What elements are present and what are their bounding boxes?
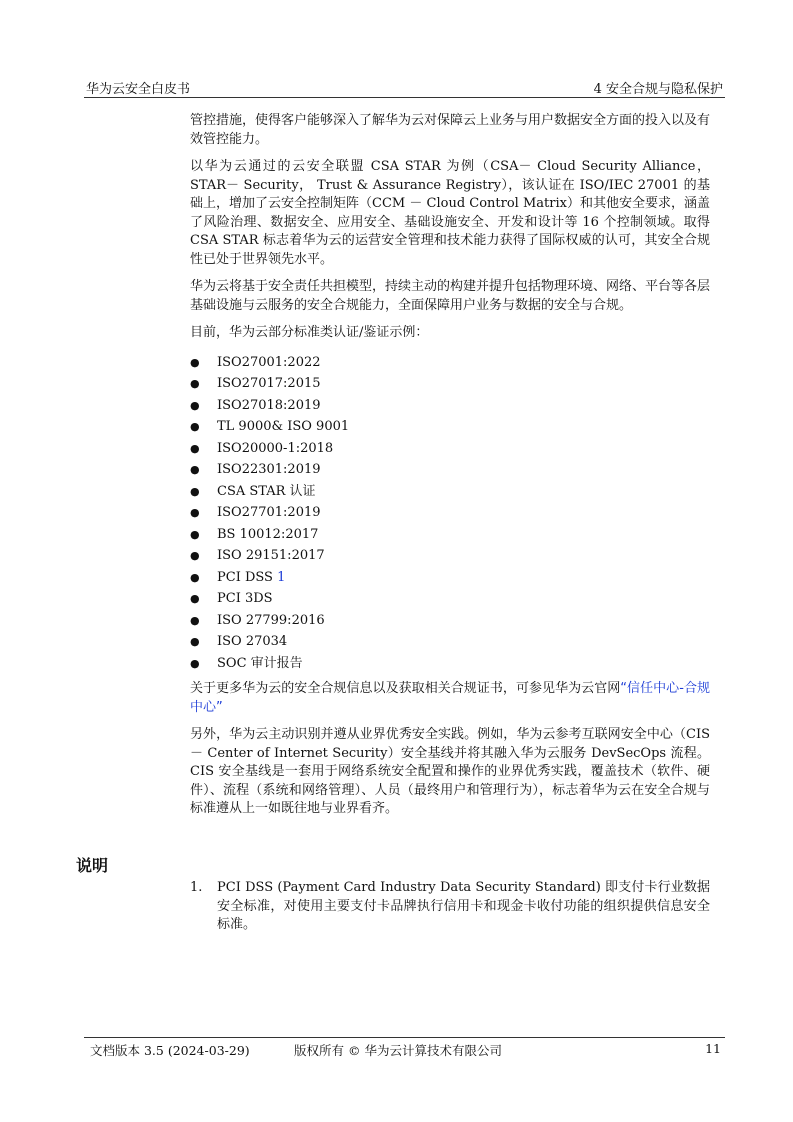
list-item: ● ISO27018:2019 bbox=[190, 395, 710, 417]
list-item: ● ISO27701:2019 bbox=[190, 502, 710, 524]
list-item: ● ISO 27799:2016 bbox=[190, 610, 710, 632]
note-item bbox=[190, 879, 710, 935]
cert-list bbox=[190, 352, 710, 675]
note-number: 1. bbox=[190, 880, 203, 895]
list-item: ● TL 9000& ISO 9001 bbox=[190, 416, 710, 438]
bullet-icon: ● bbox=[190, 441, 200, 455]
list-item: ● ISO22301:2019 bbox=[190, 459, 710, 481]
copyright: 版权所有 © 华为云计算技术有限公司 bbox=[294, 1043, 502, 1058]
list-item: ● PCI DSS 1 bbox=[190, 567, 710, 589]
bullet-icon: ● bbox=[190, 463, 200, 476]
bullet-icon: ● bbox=[190, 377, 200, 390]
list-item: ● ISO 29151:2017 bbox=[190, 545, 710, 567]
doc-title: 华为云安全白皮书 bbox=[86, 82, 191, 97]
list-item: ● ISO20000-1:2018 bbox=[190, 438, 710, 460]
bullet-icon: ● bbox=[190, 570, 200, 584]
page-number: 11 bbox=[705, 1041, 721, 1056]
bullet-icon: ● bbox=[190, 656, 200, 670]
list-item: ● ISO27017:2015 bbox=[190, 373, 710, 395]
bullet-icon: ● bbox=[190, 613, 200, 627]
doc-version: 文档版本 3.5 (2024-03-29) bbox=[90, 1043, 250, 1058]
paragraph-more-info: 关于更多华为云的安全合规信息以及获取相关合规证书，可参见华为云官网“信任中心-合规中心” bbox=[190, 681, 710, 715]
bullet-icon: ● bbox=[190, 506, 200, 519]
bullet-icon: ● bbox=[190, 592, 200, 605]
footer-divider bbox=[84, 1037, 725, 1038]
list-item: ● ISO27001:2022 bbox=[190, 352, 710, 374]
list-item: ● CSA STAR 认证 bbox=[190, 481, 710, 503]
list-item: ● SOC 审计报告 bbox=[190, 653, 710, 675]
note-title: 说明 bbox=[76, 856, 109, 875]
trust-center-link[interactable]: “信任中心-合规中心” bbox=[190, 681, 710, 715]
paragraph-cert-intro: 目前，华为云部分标准类认证/鉴证示例： bbox=[190, 325, 429, 340]
list-item: ● BS 10012:2017 bbox=[190, 524, 710, 546]
main-content bbox=[190, 112, 710, 828]
list-item: ● ISO 27034 bbox=[190, 631, 710, 653]
bullet-icon: ● bbox=[190, 420, 200, 433]
page-header bbox=[84, 78, 725, 98]
bullet-icon: ● bbox=[190, 635, 200, 648]
bullet-icon: ● bbox=[190, 355, 200, 369]
bullet-icon: ● bbox=[190, 527, 200, 541]
header-divider bbox=[84, 97, 725, 98]
paragraph-cis: 另外，华为云主动识别并遵从业界优秀安全实践。例如，华为云参考互联网安全中心（CIS － Center of Internet Security）安全基线并将其融入华为云服务 DevSecOps 流程。CIS 安全基线是一套用于网络系统安全配置和操作的业界优秀实践，覆盖技术（软件、硬件）、流程（系统和网络管理）、人员（最终用户和管理行为），标志着华为云在安全合规与标准遵从上一如既往地与业界看齐。 bbox=[190, 727, 710, 816]
note-text: PCI DSS (Payment Card Industry Data Security Standard) 即支付卡行业数据安全标准，对使用主要支付卡品牌执行信用卡和现金卡收付功能的组织提供信息安全标准。 bbox=[217, 880, 710, 932]
footnote-link[interactable]: 1 bbox=[277, 569, 286, 585]
paragraph-shared-responsibility: 华为云将基于安全责任共担模型，持续主动的构建并提升包括物理环境、网络、平台等各层基础设施与云服务的安全合规能力，全面保障用户业务与数据的安全与合规。 bbox=[190, 279, 711, 313]
paragraph-intro: 管控措施，使得客户能够深入了解华为云对保障云上业务与用户数据安全方面的投入以及有效管控能力。 bbox=[190, 113, 711, 147]
bullet-icon: ● bbox=[190, 398, 200, 412]
paragraph-csa-star: 以华为云通过的云安全联盟 CSA STAR 为例（CSA－ Cloud Security Alliance，STAR－ Security， Trust & Assurance Registry），该认证在 ISO/IEC 27001 的基础上，增加了云安全控制矩阵（CCM － Cloud Control Matrix）和其他安全要求，涵盖了风险治理、数据安全、应用安全、基础设施安全、开发和设计等 16 个控制领域。取得 CSA STAR 标志着华为云的运营安全管理和技术能力获得了国际权威的认可，其安全合规性已处于世界领先水平。 bbox=[190, 159, 710, 267]
bullet-icon: ● bbox=[190, 549, 200, 562]
list-item: ● PCI 3DS bbox=[190, 588, 710, 610]
bullet-icon: ● bbox=[190, 484, 200, 498]
chapter-title: 4 安全合规与隐私保护 bbox=[593, 82, 723, 97]
